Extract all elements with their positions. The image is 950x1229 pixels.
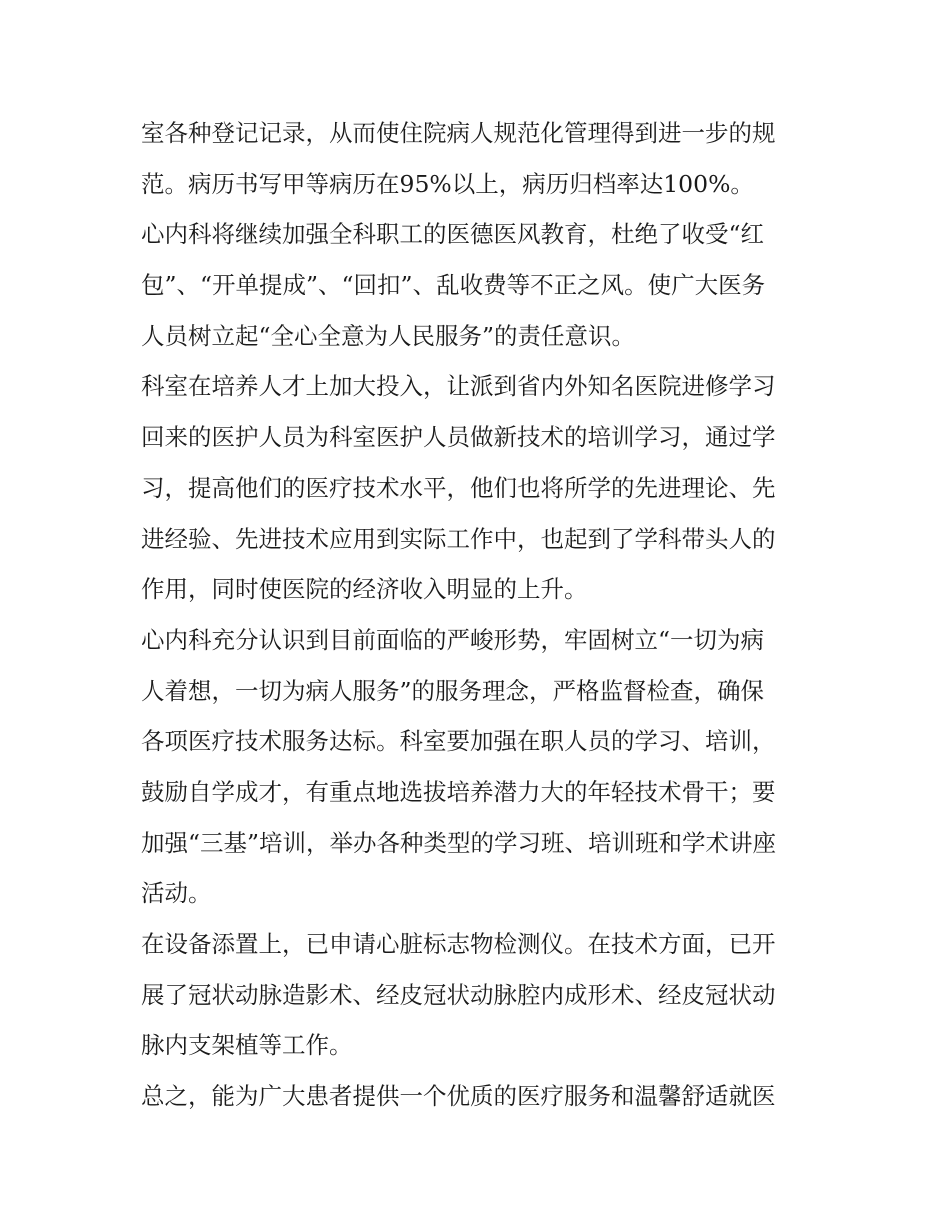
- text-line: 脉内支架植等工作。: [141, 1031, 353, 1060]
- document-body: [141, 108, 813, 1122]
- text-line: 展了冠状动脉造影术、经皮冠状动脉腔内成形术、经皮冠状动: [141, 980, 776, 1009]
- text-line: 回来的医护人员为科室医护人员做新技术的培训学习，通过学: [141, 423, 776, 452]
- text-line: 总之，能为广大患者提供一个优质的医疗服务和温馨舒适就医: [141, 1082, 776, 1111]
- text-line: 人员树立起“全心全意为人民服务”的责任意识。: [141, 321, 636, 350]
- text-line: 心内科将继续加强全科职工的医德医风教育，杜绝了收受“红: [141, 220, 765, 249]
- text-line: 加强“三基”培训，举办各种类型的学习班、培训班和学术讲座: [141, 828, 777, 857]
- text-line: 科室在培养人才上加大投入，让派到省内外知名医院进修学习: [141, 372, 776, 401]
- text-line: 习，提高他们的医疗技术水平，他们也将所学的先进理论、先: [141, 473, 776, 502]
- text-line: 心内科充分认识到目前面临的严峻形势，牢固树立“一切为病: [141, 625, 765, 654]
- text-line: 在设备添置上，已申请心脏标志物检测仪。在技术方面，已开: [141, 930, 776, 958]
- text-line: 鼓励自学成才，有重点地选拔培养潜力大的年轻技术骨干；要: [141, 777, 776, 806]
- text-line: 人着想，一切为病人服务”的服务理念，严格监督检查，确保: [141, 676, 765, 705]
- text-line: 范。病历书写甲等病历在95%以上，病历归档率达100%。: [141, 169, 754, 198]
- text-line: 各项医疗技术服务达标。科室要加强在职人员的学习、培训，: [141, 727, 776, 756]
- text-line: 活动。: [141, 879, 212, 908]
- text-line: 室各种登记记录，从而使住院病人规范化管理得到进一步的规: [141, 119, 776, 147]
- text-line: 包”、“开单提成”、“回扣”、乱收费等不正之风。使广大医务: [141, 271, 766, 300]
- text-line: 作用，同时使医院的经济收入明显的上升。: [141, 575, 588, 604]
- text-line: 进经验、先进技术应用到实际工作中，也起到了学科带头人的: [141, 524, 776, 553]
